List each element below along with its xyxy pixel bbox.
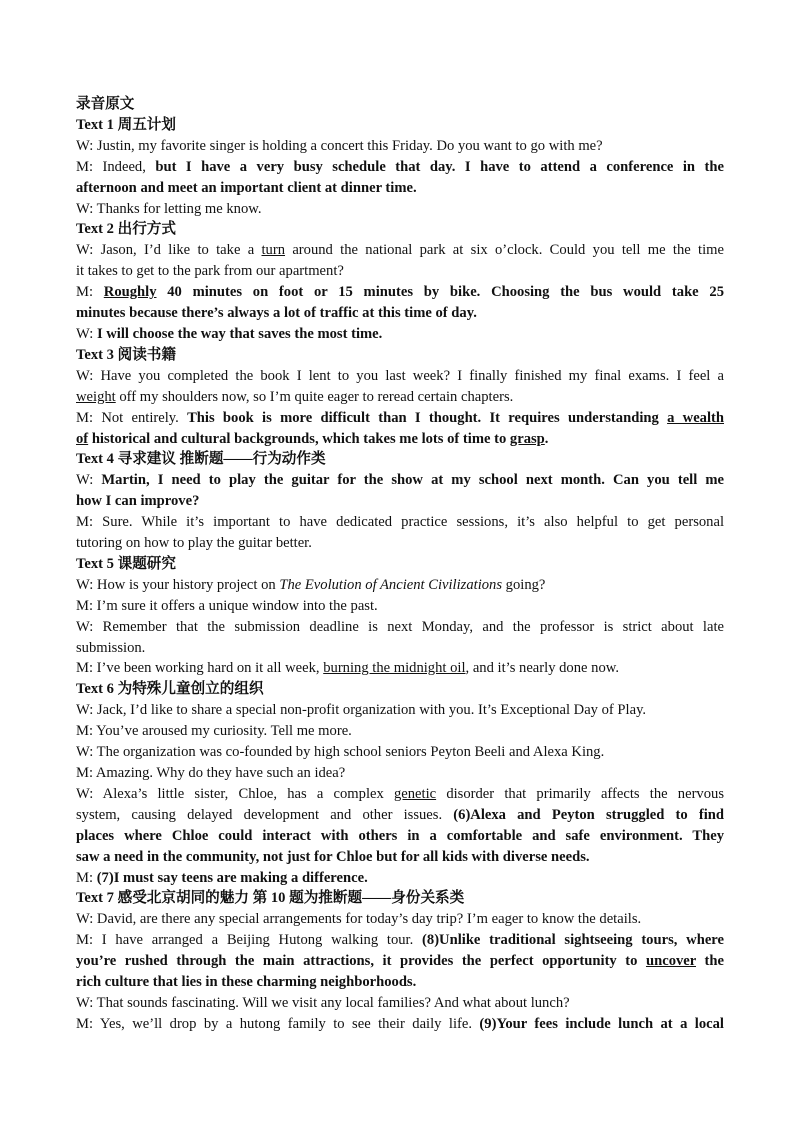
transcript-line (76, 1014, 724, 1035)
text-run: Text 7 感受北京胡同的魅力 第 10 题为推断题——身份关系类 (76, 890, 465, 907)
text-run: afternoon and meet an important client at dinner time. (76, 179, 417, 196)
text-run: the (695, 953, 724, 970)
text-run: W: Alexa’s little sister, Chloe, has a complex (76, 785, 394, 802)
text-run: Martin, I need to play the guitar for the show at my school next month. Can you tell me (101, 472, 725, 489)
text-run: grasp (509, 430, 545, 447)
text-run: weight (76, 388, 116, 405)
text-run: Text 3 阅读书籍 (76, 346, 176, 363)
text-run: (6)Alexa and Peyton struggled to find (453, 806, 724, 823)
text-run: W: Jason, I’d like to take a (76, 242, 262, 259)
text-run: tutoring on how to play the guitar better. (76, 535, 312, 552)
transcript-line (76, 805, 724, 826)
text-run: M: I have arranged a Beijing Hutong walking tour. (76, 932, 423, 949)
transcript-line (76, 533, 724, 554)
section-heading (76, 219, 724, 240)
text-run: W: David, are there any special arrangements for today’s day trip? I’m eager to know the details. (76, 911, 642, 928)
text-run: it takes to get to the park from our apartment? (76, 263, 344, 280)
transcript-body (76, 115, 724, 1035)
text-run: around the national park at six o’clock. Could you tell me the time (285, 242, 724, 259)
text-run: 40 minutes on foot or 15 minutes by bike. Choosing the bus would take 25 (156, 284, 724, 301)
text-run: M: Amazing. Why do they have such an idea? (76, 765, 346, 781)
transcript-line (76, 303, 724, 324)
transcript-line (76, 972, 724, 993)
text-run: W: (76, 325, 97, 342)
section-heading (76, 345, 724, 366)
text-run: W: (76, 472, 102, 489)
transcript-line (76, 324, 724, 345)
text-run: M: Yes, we’ll drop by a hutong family to see their daily life. (76, 1015, 480, 1032)
text-run: off my shoulders now, so I’m quite eager to reread certain chapters. (115, 388, 514, 405)
section-heading (76, 449, 724, 470)
text-run: The Evolution of Ancient Civilizations (279, 576, 503, 593)
text-run: Roughly (103, 284, 157, 301)
text-run: , and it’s nearly done now. (465, 660, 619, 677)
text-run: how I can improve? (76, 493, 200, 510)
text-run: M: Not entirely. (76, 409, 188, 426)
text-run: Text 5 课题研究 (76, 555, 176, 572)
text-run: M: Sure. While it’s important to have dedicated practice sessions, it’s also helpful to get personal (76, 514, 724, 531)
text-run: M: (76, 284, 104, 301)
transcript-line (76, 136, 724, 157)
transcript-line (76, 512, 724, 533)
text-run: a wealth (667, 409, 725, 426)
transcript-line (76, 366, 724, 387)
transcript-line (76, 763, 724, 784)
text-run: Text 4 寻求建议 推断题——行为动作类 (76, 451, 326, 468)
text-run: but I have a very busy schedule that day. I have to attend a conference in the (155, 158, 724, 175)
text-run: W: Jack, I’d like to share a special non-profit organization with you. It’s Exceptional Day of Play. (76, 702, 647, 719)
text-run: system, causing delayed development and other issues. (76, 806, 454, 823)
transcript-line (76, 658, 724, 679)
transcript-line (76, 951, 724, 972)
document-title: 录音原文 (76, 96, 135, 112)
text-run: historical and cultural backgrounds, which takes me lots of time to (88, 430, 510, 447)
text-run: This book is more difficult than I thought. It requires understanding (187, 409, 668, 426)
text-run: (9)Your fees include lunch at a local (479, 1015, 724, 1032)
section-heading (76, 888, 724, 909)
text-run: W: The organization was co-founded by high school seniors Peyton Beeli and Alexa King. (76, 744, 605, 761)
text-run: Text 6 为特殊儿童创立的组织 (76, 681, 264, 698)
text-run: M: You’ve aroused my curiosity. Tell me more. (76, 723, 352, 740)
transcript-line (76, 429, 724, 450)
transcript-line (76, 408, 724, 429)
transcript-line (76, 157, 724, 178)
transcript-line (76, 930, 724, 951)
transcript-line (76, 617, 724, 638)
text-run: Text 1 周五计划 (76, 116, 176, 133)
transcript-line (76, 721, 724, 742)
transcript-line (76, 993, 724, 1014)
text-run: W: Justin, my favorite singer is holding a concert this Friday. Do you want to go with me? (76, 137, 603, 154)
text-run: I will choose the way that saves the most time. (96, 325, 383, 342)
transcript-line (76, 638, 724, 659)
text-run: places where Chloe could interact with others in a comfortable and safe environment. They (76, 827, 724, 844)
text-run: turn (261, 242, 286, 259)
text-run: uncover (645, 953, 696, 970)
transcript-line (76, 261, 724, 282)
text-run: M: (76, 869, 97, 886)
text-run: W: How is your history project on (76, 576, 280, 593)
transcript-line (76, 240, 724, 261)
transcript-line (76, 596, 724, 617)
transcript-line (76, 470, 724, 491)
transcript-line (76, 700, 724, 721)
text-run: W: Remember that the submission deadline is next Monday, and the professor is strict about late (76, 618, 724, 635)
text-run: W: That sounds fascinating. Will we visit any local families? And what about lunch? (76, 994, 570, 1011)
transcript-page (76, 94, 724, 1035)
text-run: disorder that primarily affects the nervous (436, 785, 724, 802)
transcript-line (76, 847, 724, 868)
text-run: W: Have you completed the book I lent to you last week? I finally finished my final exams. I feel a (76, 367, 724, 384)
section-heading (76, 679, 724, 700)
transcript-line (76, 575, 724, 596)
text-run: of (76, 430, 89, 447)
transcript-line (76, 491, 724, 512)
text-run: submission. (76, 639, 146, 656)
transcript-line (76, 868, 724, 889)
transcript-line (76, 282, 724, 303)
section-heading (76, 115, 724, 136)
text-run: Text 2 出行方式 (76, 221, 176, 238)
section-heading (76, 554, 724, 575)
transcript-line (76, 826, 724, 847)
transcript-line (76, 742, 724, 763)
transcript-line (76, 178, 724, 199)
text-run: M: I’m sure it offers a unique window into the past. (76, 597, 378, 614)
text-run: you’re rushed through the main attractions, it provides the perfect opportunity to (76, 953, 646, 970)
text-run: W: Thanks for letting me know. (76, 200, 262, 217)
text-run: saw a need in the community, not just for Chloe but for all kids with diverse needs. (76, 848, 590, 865)
text-run: (7)I must say teens are making a difference. (96, 869, 368, 886)
transcript-line (76, 784, 724, 805)
text-run: M: Indeed, (76, 158, 156, 175)
text-run: rich culture that lies in these charming neighborhoods. (76, 974, 417, 991)
transcript-line (76, 387, 724, 408)
text-run: . (544, 430, 549, 447)
text-run: (8)Unlike traditional sightseeing tours, where (422, 932, 724, 949)
text-run: going? (502, 576, 546, 593)
transcript-line (76, 909, 724, 930)
text-run: M: I’ve been working hard on it all week, (76, 660, 324, 677)
text-run: burning the midnight oil (323, 660, 466, 677)
text-run: genetic (393, 785, 437, 802)
text-run: minutes because there’s always a lot of traffic at this time of day. (76, 305, 477, 322)
transcript-line (76, 199, 724, 220)
